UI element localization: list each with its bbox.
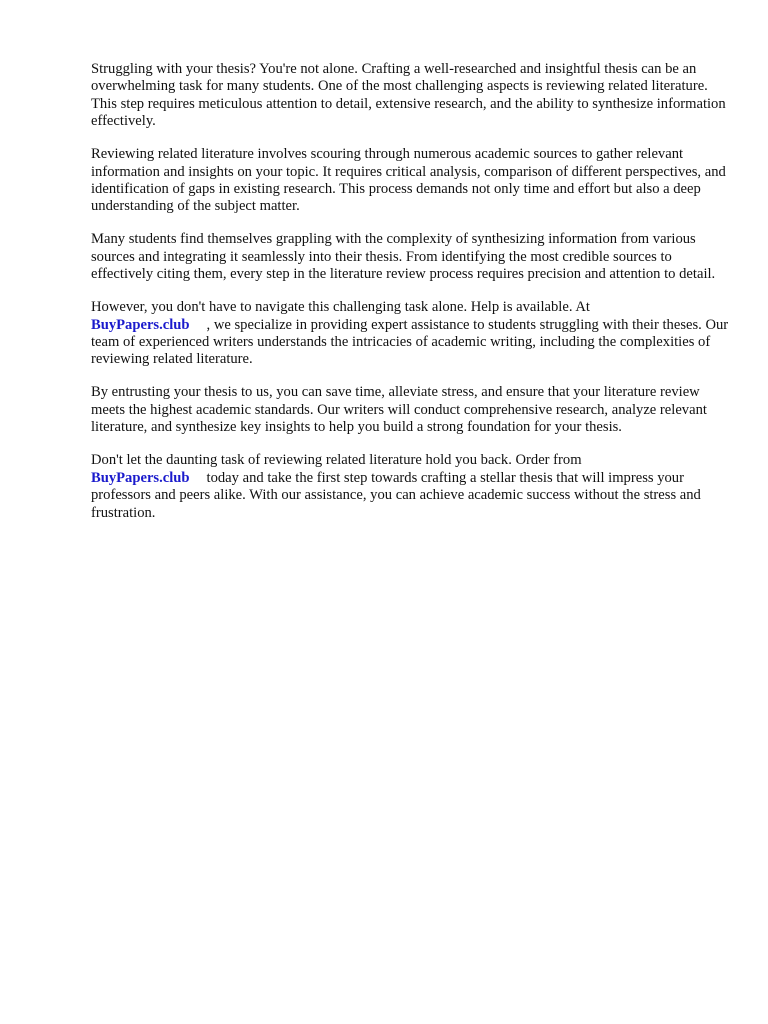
paragraph-1: Struggling with your thesis? You're not alone. Crafting a well-researched and insightful thesis can be an overwhelming task for many students. One of the most challenging aspects is reviewing related literature. This step requires meticulous attention to detail, extensive research, and the ability to synthesize information effectively. bbox=[91, 61, 726, 130]
paragraph-3: Many students find themselves grappling with the complexity of synthesizing information from various sources and integrating it seamlessly into their thesis. From identifying the most credible sources to effectively citing them, every step in the literature review process requires precision and attention to detail. bbox=[91, 231, 716, 283]
paragraph-4-intro: However, you don't have to navigate this challenging task alone. Help is available. At bbox=[91, 299, 590, 316]
paragraph-4 bbox=[91, 299, 731, 369]
buypapers-link-2[interactable]: BuyPapers.club bbox=[91, 469, 190, 486]
paragraph-6 bbox=[91, 452, 731, 522]
paragraph-6-intro: Don't let the daunting task of reviewing related literature hold you back. Order from bbox=[91, 452, 582, 469]
paragraph-6-rest: today and take the first step towards crafting a stellar thesis that will impress your professors and peers alike. With our assistance, you can achieve academic success without the stress and frustration. bbox=[91, 469, 701, 521]
paragraph-2: Reviewing related literature involves scouring through numerous academic sources to gather relevant information and insights on your topic. It requires critical analysis, comparison of different perspectives, and identification of gaps in existing research. This process demands not only time and effort but also a deep understanding of the subject matter. bbox=[91, 146, 726, 215]
document-page bbox=[91, 61, 731, 538]
buypapers-link-1[interactable]: BuyPapers.club bbox=[91, 316, 190, 333]
paragraph-4-rest: , we specialize in providing expert assistance to students struggling with their theses. Our team of experienced writers understands the intricacies of academic writing, including the complexities of reviewing related literature. bbox=[91, 316, 729, 368]
paragraph-5: By entrusting your thesis to us, you can save time, alleviate stress, and ensure that your literature review meets the highest academic standards. Our writers will conduct comprehensive research, analyze relevant literature, and synthesize key insights to help you build a strong foundation for your thesis. bbox=[91, 384, 707, 436]
